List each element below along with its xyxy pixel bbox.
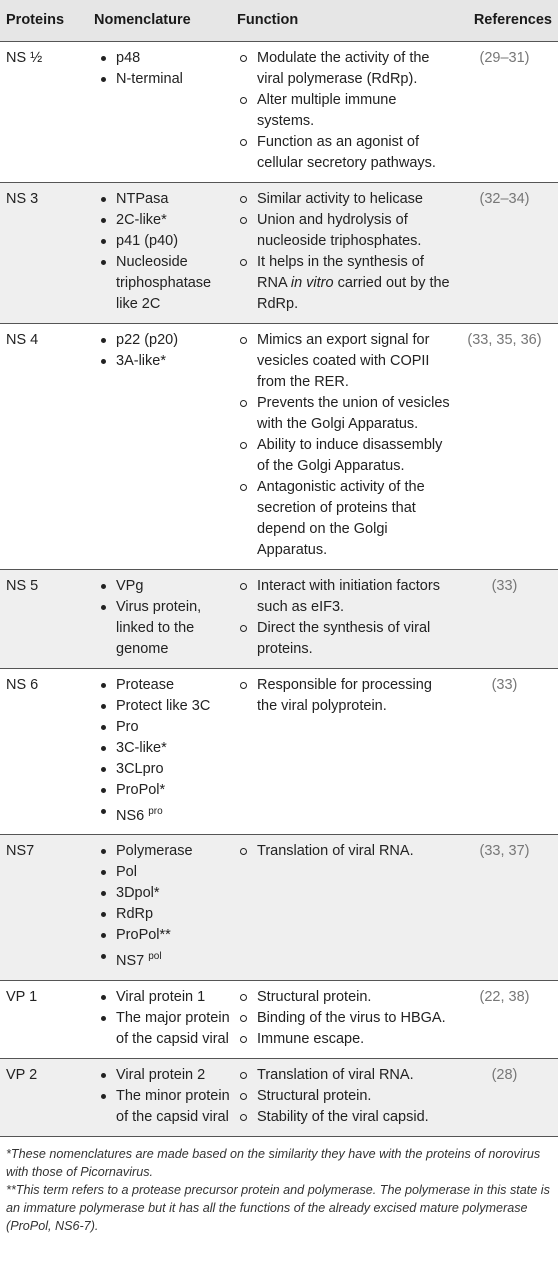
reference-link[interactable]: (33, 35, 36) xyxy=(467,331,542,348)
nomenclature-item: NTPasa xyxy=(94,189,231,210)
function-list xyxy=(237,48,451,174)
header-proteins: Proteins xyxy=(0,0,88,41)
nomenclature-item: Viral protein 2 xyxy=(94,1065,231,1086)
nomenclature-list xyxy=(94,576,231,660)
nomenclature-list xyxy=(94,48,231,90)
nomenclature-item: Pol xyxy=(94,862,231,883)
table-row xyxy=(0,1059,558,1137)
function-item: Ability to induce disassembly of the Golgi Apparatus. xyxy=(237,435,451,477)
function-item: Binding of the virus to HBGA. xyxy=(237,1008,451,1029)
references-cell xyxy=(451,1059,558,1137)
function-cell xyxy=(231,41,451,182)
function-list xyxy=(237,675,451,717)
function-item: Mimics an export signal for vesicles coated with COPII from the RER. xyxy=(237,330,451,393)
protein-cell: NS7 xyxy=(0,835,88,981)
nomenclature-cell xyxy=(88,835,231,981)
nomenclature-item: p22 (p20) xyxy=(94,330,231,351)
references-cell xyxy=(451,182,558,323)
header-references: References xyxy=(451,0,558,41)
protein-cell: NS 6 xyxy=(0,668,88,835)
table-header xyxy=(0,0,558,41)
function-cell xyxy=(231,835,451,981)
function-item: Modulate the activity of the viral polymerase (RdRp). xyxy=(237,48,451,90)
footnotes xyxy=(0,1137,558,1235)
nomenclature-item: 2C-like* xyxy=(94,210,231,231)
nomenclature-item: 3Dpol* xyxy=(94,883,231,904)
references-cell xyxy=(451,569,558,668)
table-row xyxy=(0,569,558,668)
function-item: Stability of the viral capsid. xyxy=(237,1107,451,1128)
protein-cell: NS 4 xyxy=(0,323,88,569)
nomenclature-item: NS7 $^{pol}$ xyxy=(94,946,231,972)
function-item: Alter multiple immune systems. xyxy=(237,90,451,132)
nomenclature-cell xyxy=(88,182,231,323)
function-item: Translation of viral RNA. xyxy=(237,841,451,862)
references-cell xyxy=(451,835,558,981)
protein-cell: NS ½ xyxy=(0,41,88,182)
nomenclature-item: Nucleoside triphosphatase like 2C xyxy=(94,252,231,315)
nomenclature-item: ProPol** xyxy=(94,925,231,946)
reference-link[interactable]: (33) xyxy=(491,676,518,693)
footnote: **This term refers to a protease precursor protein and polymerase. The polymerase in this state is an immature polymerase but it has all the functions of the already excised mature polymerase (ProPol, NS6-7). xyxy=(6,1183,550,1234)
references-cell xyxy=(451,981,558,1059)
protein-cell: NS 5 xyxy=(0,569,88,668)
table-row xyxy=(0,41,558,182)
function-cell xyxy=(231,981,451,1059)
footnote: *These nomenclatures are made based on the similarity they have with the proteins of norovirus with those of Picornavirus. xyxy=(6,1147,541,1180)
nomenclature-item: N-terminal xyxy=(94,69,231,90)
nomenclature-cell xyxy=(88,1059,231,1137)
function-cell xyxy=(231,323,451,569)
function-item: Prevents the union of vesicles with the Golgi Apparatus. xyxy=(237,393,451,435)
header-function: Function xyxy=(231,0,451,41)
table-body xyxy=(0,41,558,1137)
function-item: Direct the synthesis of viral proteins. xyxy=(237,618,451,660)
header-row xyxy=(0,0,558,41)
references-cell xyxy=(451,323,558,569)
function-item: Structural protein. xyxy=(237,987,451,1008)
function-item: Function as an agonist of cellular secretory pathways. xyxy=(237,132,451,174)
nomenclature-list xyxy=(94,841,231,972)
nomenclature-item: Polymerase xyxy=(94,841,231,862)
nomenclature-list xyxy=(94,330,231,372)
header-nomenclature: Nomenclature xyxy=(88,0,231,41)
nomenclature-item: 3CLpro xyxy=(94,759,231,780)
nomenclature-item: NS6 $^{pro}$ xyxy=(94,801,231,827)
nomenclature-item: Protect like 3C xyxy=(94,696,231,717)
nomenclature-cell xyxy=(88,981,231,1059)
function-list xyxy=(237,1065,451,1128)
function-item: Structural protein. xyxy=(237,1086,451,1107)
nomenclature-item: 3A-like* xyxy=(94,351,231,372)
function-list xyxy=(237,330,451,561)
nomenclature-item: Protease xyxy=(94,675,231,696)
function-list xyxy=(237,576,451,660)
function-item: Responsible for processing the viral polyprotein. xyxy=(237,675,451,717)
function-cell xyxy=(231,1059,451,1137)
function-item: Union and hydrolysis of nucleoside triphosphates. xyxy=(237,210,451,252)
function-item: Translation of viral RNA. xyxy=(237,1065,451,1086)
reference-link[interactable]: (29–31) xyxy=(479,49,530,66)
function-item: Immune escape. xyxy=(237,1029,451,1050)
nomenclature-list xyxy=(94,987,231,1050)
function-list xyxy=(237,189,451,315)
references-cell xyxy=(451,41,558,182)
reference-link[interactable]: (32–34) xyxy=(479,190,530,207)
reference-link[interactable]: (28) xyxy=(491,1067,518,1084)
table-row xyxy=(0,981,558,1059)
table-row xyxy=(0,182,558,323)
nomenclature-list xyxy=(94,1065,231,1128)
references-cell xyxy=(451,668,558,835)
protein-cell: NS 3 xyxy=(0,182,88,323)
nomenclature-item: The minor protein of the capsid viral xyxy=(94,1086,231,1128)
nomenclature-item: Virus protein, linked to the genome xyxy=(94,597,231,660)
table-row xyxy=(0,835,558,981)
reference-link[interactable]: (22, 38) xyxy=(479,989,530,1006)
table-row xyxy=(0,323,558,569)
function-cell xyxy=(231,668,451,835)
table-row xyxy=(0,668,558,835)
nomenclature-item: Pro xyxy=(94,717,231,738)
nomenclature-cell xyxy=(88,668,231,835)
reference-link[interactable]: (33) xyxy=(491,577,518,594)
reference-link[interactable]: (33, 37) xyxy=(479,843,530,860)
nomenclature-cell xyxy=(88,41,231,182)
protein-cell: VP 2 xyxy=(0,1059,88,1137)
nomenclature-item: Viral protein 1 xyxy=(94,987,231,1008)
nomenclature-item: RdRp xyxy=(94,904,231,925)
function-item: Similar activity to helicase xyxy=(237,189,451,210)
nomenclature-cell xyxy=(88,569,231,668)
function-list xyxy=(237,841,451,862)
nomenclature-item: 3C-like* xyxy=(94,738,231,759)
nomenclature-cell xyxy=(88,323,231,569)
nomenclature-item: VPg xyxy=(94,576,231,597)
function-cell xyxy=(231,569,451,668)
nomenclature-item: p48 xyxy=(94,48,231,69)
nomenclature-list xyxy=(94,675,231,827)
nomenclature-item: ProPol* xyxy=(94,780,231,801)
function-cell xyxy=(231,182,451,323)
nomenclature-item: The major protein of the capsid viral xyxy=(94,1008,231,1050)
protein-cell: VP 1 xyxy=(0,981,88,1059)
function-item: It helps in the synthesis of RNA in vitro carried out by the RdRp. xyxy=(237,252,451,315)
nomenclature-list xyxy=(94,189,231,315)
function-list xyxy=(237,987,451,1050)
nomenclature-item: p41 (p40) xyxy=(94,231,231,252)
function-item: Antagonistic activity of the secretion of proteins that depend on the Golgi Apparatus. xyxy=(237,477,451,561)
function-item: Interact with initiation factors such as eIF3. xyxy=(237,576,451,618)
